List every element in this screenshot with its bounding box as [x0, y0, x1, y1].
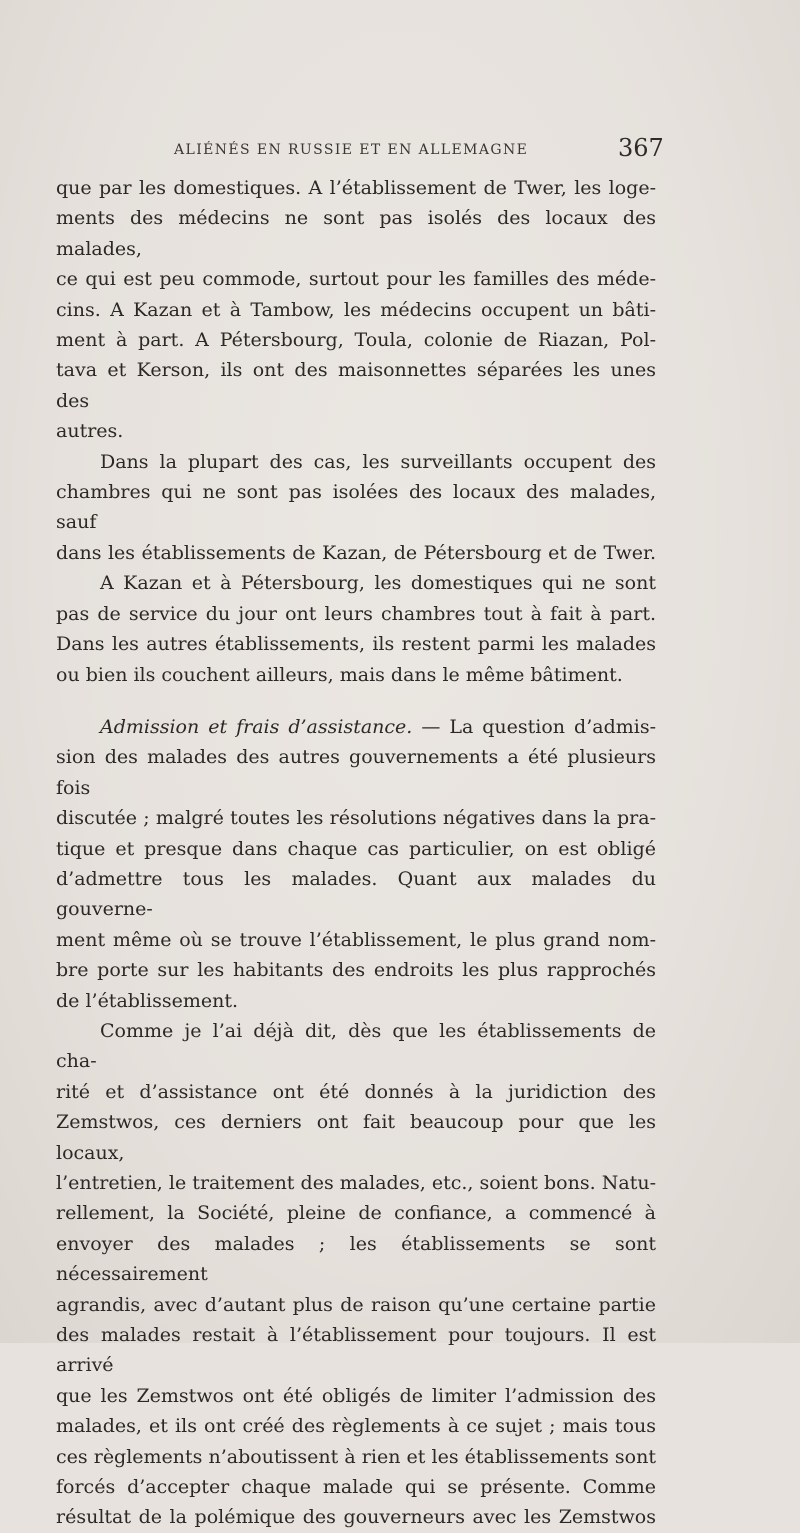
- page-header: [174, 134, 674, 164]
- text-line: ments des médecins ne sont pas isolés des locaux des malades,: [56, 207, 656, 260]
- text-line: ou bien ils couchent ailleurs, mais dans le même bâtiment.: [56, 663, 623, 686]
- text-line: sion des malades des autres gouvernements a été plusieurs fois: [56, 746, 656, 799]
- text-line: agrandis, avec d’autant plus de raison qu’une certaine partie: [56, 1293, 656, 1316]
- text-line: que les Zemstwos ont été obligés de limiter l’admission des: [56, 1384, 656, 1407]
- text-line: ce qui est peu commode, surtout pour les familles des méde-: [56, 268, 656, 291]
- paragraph-2: [56, 447, 656, 569]
- body-text: [56, 173, 656, 1533]
- text-line: l’entretien, le traitement des malades, etc., soient bons. Natu-: [56, 1172, 656, 1194]
- text-line: tique et presque dans chaque cas particulier, on est obligé: [56, 837, 656, 860]
- paragraph-3: [56, 568, 656, 690]
- paragraph-1: [56, 173, 656, 447]
- text-line: tava et Kerson, ils ont des maisonnettes séparées les unes des: [56, 359, 656, 412]
- text-line: A Kazan et à Pétersbourg, les domestiques qui ne sont: [100, 572, 656, 595]
- text-line: pas de service du jour ont leurs chambres tout à fait à part.: [56, 602, 656, 625]
- text-line: des malades restait à l’établissement pour toujours. Il est arrivé: [56, 1324, 656, 1377]
- heading-line-rest: — La question d’admis-: [412, 715, 656, 738]
- text-line: de l’établissement.: [56, 989, 239, 1012]
- text-line: discutée ; malgré toutes les résolutions négatives dans la pra-: [56, 807, 656, 830]
- text-line: Comme je l’ai déjà dit, dès que les établissements de cha-: [56, 1019, 656, 1073]
- text-line: Dans la plupart des cas, les surveillants occupent des: [100, 450, 656, 473]
- text-line: résultat de la polémique des gouverneurs avec les Zemstwos: [56, 1506, 656, 1529]
- text-line: dans les établissements de Kazan, de Pétersbourg et de Twer.: [56, 541, 656, 564]
- text-line: rellement, la Société, pleine de confiance, a commencé à: [56, 1202, 656, 1225]
- section-heading: Admission et frais d’assistance.: [100, 715, 413, 738]
- text-line: bre porte sur les habitants des endroits les plus rapprochés: [56, 959, 656, 982]
- text-line: rité et d’assistance ont été donnés à la juridiction des: [56, 1080, 656, 1103]
- text-line: autres.: [56, 420, 124, 443]
- text-line: Zemstwos, ces derniers ont fait beaucoup pour que les locaux,: [56, 1111, 656, 1164]
- text-line: que par les domestiques. A l’établissement de Twer, les loge-: [56, 177, 656, 199]
- text-line: [56, 712, 656, 742]
- paragraph-4: [56, 712, 656, 1016]
- text-line: chambres qui ne sont pas isolées des locaux des malades, sauf: [56, 481, 656, 534]
- running-title: ALIÉNÉS EN RUSSIE ET EN ALLEMAGNE: [174, 142, 529, 158]
- text-line: ces règlements n’aboutissent à rien et les établissements sont: [56, 1445, 656, 1468]
- text-line: Dans les autres établissements, ils restent parmi les malades: [56, 633, 656, 656]
- text-line: ment même où se trouve l’établissement, le plus grand nom-: [56, 928, 656, 951]
- text-line: malades, et ils ont créé des règlements à ce sujet ; mais tous: [56, 1415, 656, 1438]
- page-number: 367: [618, 134, 664, 162]
- text-line: ment à part. A Pétersbourg, Toula, colonie de Riazan, Pol-: [56, 329, 656, 352]
- text-line: forcés d’accepter chaque malade qui se présente. Comme: [56, 1476, 656, 1499]
- text-line: cins. A Kazan et à Tambow, les médecins occupent un bâti-: [56, 298, 656, 321]
- paragraph-5: [56, 1016, 656, 1533]
- text-line: envoyer des malades ; les établissements se sont nécessairement: [56, 1232, 656, 1286]
- text-line: d’admettre tous les malades. Quant aux malades du gouverne-: [56, 867, 656, 921]
